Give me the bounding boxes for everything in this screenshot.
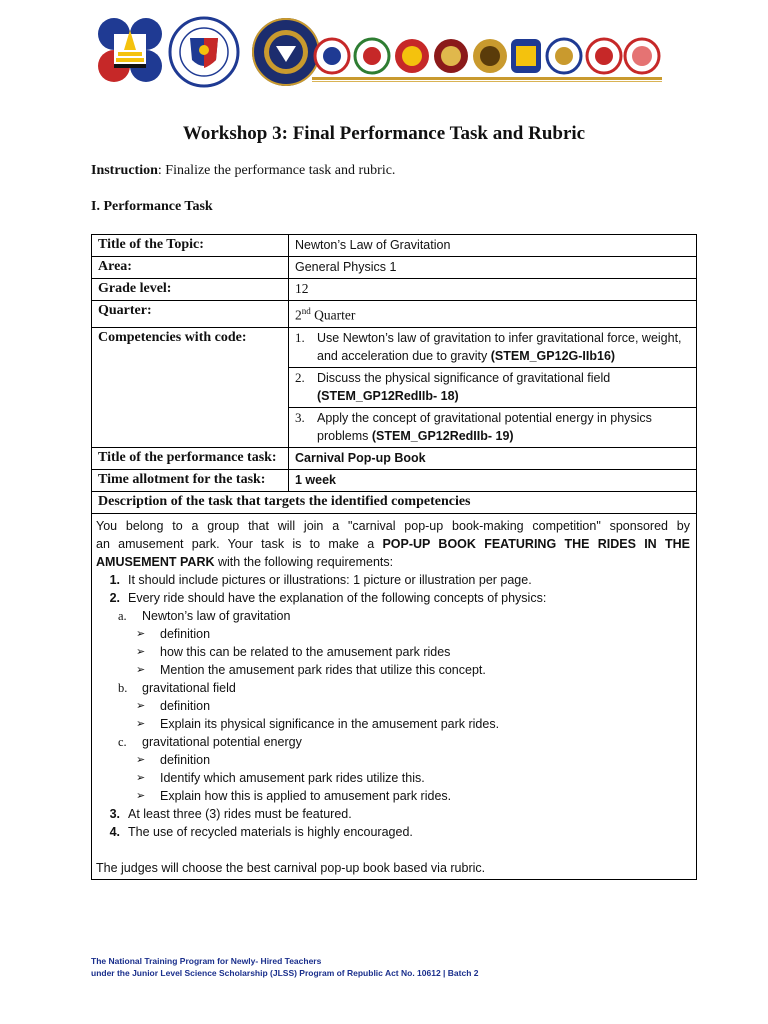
grade-value: 12	[289, 279, 697, 301]
bullet-item	[96, 643, 690, 661]
competency-3	[289, 407, 697, 447]
arrow-bullet-icon: ➢	[136, 771, 146, 784]
arrow-bullet-icon: ➢	[136, 753, 146, 766]
partner-seal-9	[625, 39, 659, 73]
intro-emphasis: POP-UP BOOK FEATURING THE RIDES IN THE	[382, 536, 690, 551]
quarter-label: Quarter:	[92, 301, 289, 328]
table-row	[92, 491, 697, 513]
list-text: At least three (3) rides must be featured.	[128, 806, 352, 821]
partner-seal-8	[587, 39, 621, 73]
competency-2	[289, 367, 697, 407]
sub-text: Newton’s law of gravitation	[142, 608, 291, 623]
table-row	[92, 301, 697, 328]
list-number: 2.	[109, 590, 120, 605]
competency-text: Use Newton’s law of gravitation to infer gravitational force, weight, and acceleration due to gravity	[317, 330, 682, 363]
topic-label: Title of the Topic:	[92, 235, 289, 257]
description-body	[92, 513, 697, 879]
bullet-item	[96, 625, 690, 643]
ptask-value: Carnival Pop-up Book	[289, 447, 697, 469]
instruction-label: Instruction	[91, 163, 158, 178]
bullet-text: definition	[160, 626, 211, 641]
partner-seal-3	[395, 39, 429, 73]
footer-line-1: The National Training Program for Newly- Hired Teachers	[91, 956, 322, 966]
sub-letter: b.	[118, 680, 128, 695]
partner-seal-7	[547, 39, 581, 73]
list-number: 3.	[109, 806, 120, 821]
sub-item	[96, 733, 690, 751]
bullet-text: Explain its physical significance in the amusement park rides.	[160, 716, 500, 731]
area-value: General Physics 1	[289, 257, 697, 279]
pnu-seal	[252, 18, 320, 86]
bullet-item	[96, 715, 690, 733]
list-item	[96, 823, 690, 841]
spacer	[96, 841, 690, 859]
bullet-item	[96, 787, 690, 805]
sub-item	[96, 607, 690, 625]
bullet-text: Explain how this is applied to amusement park rides.	[160, 788, 452, 803]
sub-letter: a.	[118, 608, 127, 623]
partner-seal-1	[315, 39, 349, 73]
performance-task-table	[91, 234, 697, 880]
quarter-sup: nd	[301, 306, 311, 316]
partner-seal-2	[355, 39, 389, 73]
bullet-text: Identify which amusement park rides utilize this.	[160, 770, 425, 785]
quarter-text: Quarter	[310, 307, 356, 323]
partner-seal-6	[511, 39, 541, 73]
description-heading: Description of the task that targets the identified competencies	[92, 491, 697, 513]
table-row	[92, 513, 697, 879]
ptask-label: Title of the performance task:	[92, 447, 289, 469]
area-label: Area:	[92, 257, 289, 279]
instruction	[91, 163, 395, 179]
footer-line-2: under the Junior Level Science Scholarship (JLSS) Program of Republic Act No. 10612 | Batch 2	[91, 968, 479, 978]
list-item	[96, 589, 690, 607]
intro-line-1: You belong to a group that will join a "carnival pop-up book-making competition" sponsored by	[96, 518, 690, 533]
quarter-num: 2	[295, 307, 302, 323]
competency-num: 1.	[295, 329, 305, 345]
competencies-label: Competencies with code:	[92, 327, 289, 447]
bullet-item	[96, 661, 690, 679]
table-row	[92, 327, 697, 367]
quarter-value	[289, 301, 697, 328]
deped-matatag-logo	[98, 18, 162, 82]
table-row	[92, 235, 697, 257]
partner-seal-5	[473, 39, 507, 73]
arrow-bullet-icon: ➢	[136, 663, 146, 676]
intro-text: with the following requirements:	[214, 554, 394, 569]
page-footer	[91, 955, 479, 979]
sub-text: gravitational potential energy	[142, 734, 302, 749]
intro-text: an amusement park. Your task is to make a	[96, 536, 383, 551]
competency-code: (STEM_GP12RedIIb- 18)	[317, 388, 459, 403]
table-row	[92, 469, 697, 491]
grade-label: Grade level:	[92, 279, 289, 301]
instruction-text: : Finalize the performance task and rubric.	[157, 163, 396, 178]
header-rule	[312, 77, 662, 80]
competency-code: (STEM_GP12RedIIb- 19)	[371, 428, 514, 443]
arrow-bullet-icon: ➢	[136, 627, 146, 640]
list-item	[96, 805, 690, 823]
partner-seal-4	[434, 39, 468, 73]
time-label: Time allotment for the task:	[92, 469, 289, 491]
list-item	[96, 571, 690, 589]
time-value: 1 week	[289, 469, 697, 491]
intro-line-3	[96, 553, 690, 571]
list-number: 1.	[109, 572, 120, 587]
bullet-item	[96, 769, 690, 787]
page-title: Workshop 3: Final Performance Task and Rubric	[182, 123, 586, 144]
topic-value: Newton’s Law of Gravitation	[289, 235, 697, 257]
list-text: It should include pictures or illustrations: 1 picture or illustration per page.	[128, 572, 532, 587]
arrow-bullet-icon: ➢	[136, 699, 146, 712]
bullet-text: definition	[160, 752, 211, 767]
arrow-bullet-icon: ➢	[136, 645, 146, 658]
bullet-text: how this can be related to the amusement park rides	[160, 644, 451, 659]
bullet-text: definition	[160, 698, 211, 713]
section-heading: I. Performance Task	[91, 199, 213, 214]
closing-line: The judges will choose the best carnival pop-up book based via rubric.	[96, 860, 486, 875]
bullet-item	[96, 751, 690, 769]
table-row	[92, 447, 697, 469]
competency-num: 3.	[295, 409, 305, 425]
header-rule-thin	[312, 81, 662, 82]
sub-item	[96, 679, 690, 697]
arrow-bullet-icon: ➢	[136, 789, 146, 802]
intro-emphasis: AMUSEMENT PARK	[96, 554, 215, 569]
bullet-item	[96, 697, 690, 715]
deped-seal	[170, 18, 238, 86]
table-row	[92, 279, 697, 301]
competency-text: Discuss the physical significance of gravitational field	[317, 370, 611, 385]
bullet-text: Mention the amusement park rides that utilize this concept.	[160, 662, 486, 677]
competency-num: 2.	[295, 369, 305, 385]
list-text: Every ride should have the explanation of the following concepts of physics:	[128, 590, 547, 605]
table-row	[92, 257, 697, 279]
competency-text: Apply the concept of gravitational potential energy in physics problems	[317, 410, 652, 443]
list-text: The use of recycled materials is highly encouraged.	[128, 824, 413, 839]
competency-1	[289, 327, 697, 367]
sub-letter: c.	[118, 734, 127, 749]
list-number: 4.	[109, 824, 120, 839]
sub-text: gravitational field	[142, 680, 236, 695]
intro-line-2	[96, 535, 690, 553]
arrow-bullet-icon: ➢	[136, 717, 146, 730]
competency-code: (STEM_GP12G-IIb16)	[490, 348, 616, 363]
